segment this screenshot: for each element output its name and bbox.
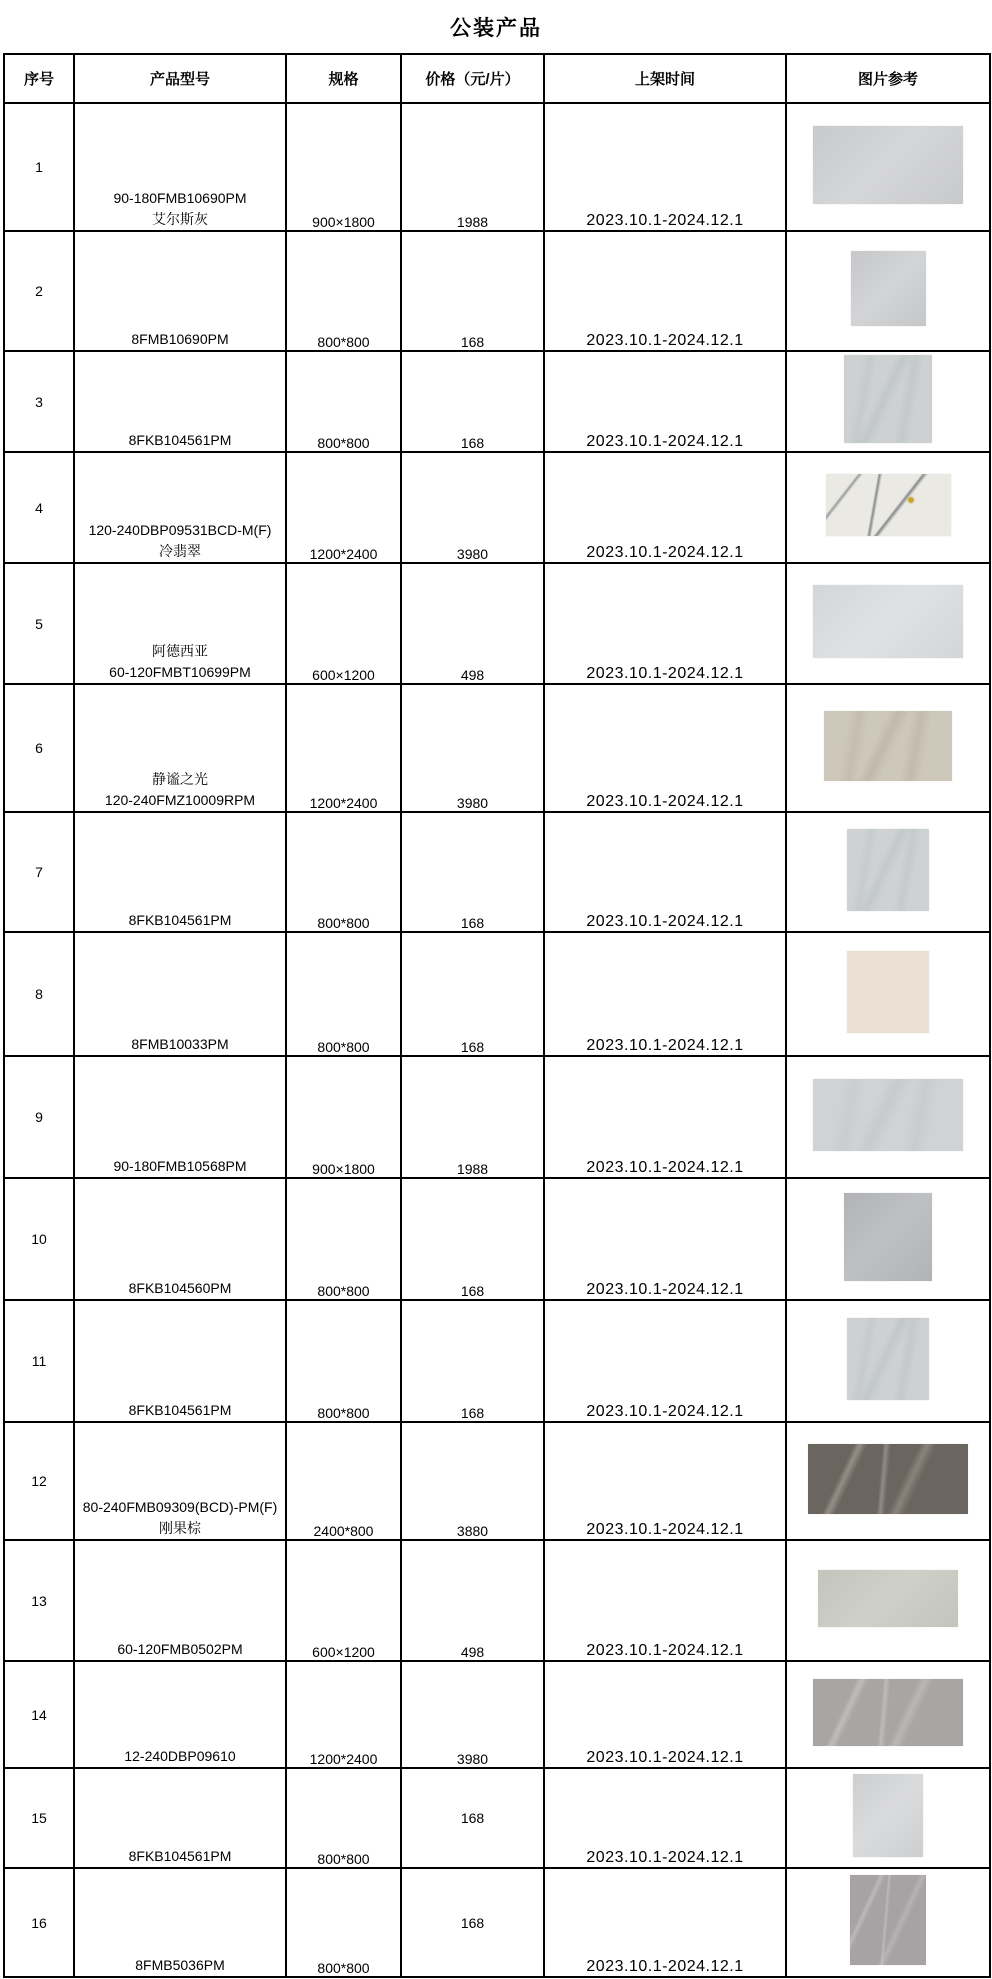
date-cell: 2023.10.1-2024.12.1 [544, 1056, 786, 1178]
spec-cell: 2400*800 [286, 1422, 401, 1540]
table-row [4, 1422, 990, 1540]
row-number-cell: 8 [4, 932, 74, 1056]
model-line: 阿德西亚 [152, 643, 208, 659]
header-model: 产品型号 [74, 54, 286, 103]
image-cell [786, 1422, 990, 1540]
spec-cell: 800*800 [286, 231, 401, 351]
price-cell: 168 [401, 351, 544, 452]
image-cell [786, 1661, 990, 1768]
model-line: 120-240DBP09531BCD-M(F) [88, 522, 272, 538]
model-line: 8FMB10690PM [131, 331, 229, 347]
price-cell: 168 [401, 1868, 544, 1977]
price-cell: 168 [401, 932, 544, 1056]
model-cell [74, 1300, 286, 1422]
date-cell: 2023.10.1-2024.12.1 [544, 103, 786, 231]
tile-image [847, 829, 929, 911]
model-cell [74, 1422, 286, 1540]
tile-image [813, 126, 963, 204]
spec-cell: 800*800 [286, 1178, 401, 1300]
header-spec: 规格 [286, 54, 401, 103]
image-cell [786, 812, 990, 932]
spec-cell: 900×1800 [286, 1056, 401, 1178]
model-cell [74, 932, 286, 1056]
spec-cell: 800*800 [286, 932, 401, 1056]
header-date: 上架时间 [544, 54, 786, 103]
spec-cell: 1200*2400 [286, 452, 401, 563]
page-title: 公装产品 [450, 16, 542, 40]
tile-image [826, 474, 951, 536]
spec-cell: 800*800 [286, 1300, 401, 1422]
image-cell [786, 1868, 990, 1977]
model-line: 8FMB5036PM [135, 1957, 225, 1973]
price-cell: 1988 [401, 1056, 544, 1178]
tile-image [850, 1875, 926, 1965]
model-line: 冷翡翠 [159, 543, 201, 559]
model-cell [74, 1868, 286, 1977]
date-cell: 2023.10.1-2024.12.1 [544, 351, 786, 452]
model-cell [74, 351, 286, 452]
table-row [4, 1178, 990, 1300]
spec-cell: 1200*2400 [286, 684, 401, 812]
table-row [4, 932, 990, 1056]
tile-image [813, 585, 963, 658]
header-index: 序号 [4, 54, 74, 103]
tile-image [813, 1079, 963, 1151]
tile-image [844, 1193, 932, 1281]
model-line: 8FKB104561PM [128, 432, 232, 448]
price-cell: 498 [401, 1540, 544, 1661]
image-cell [786, 1056, 990, 1178]
image-cell [786, 932, 990, 1056]
price-cell: 498 [401, 563, 544, 684]
row-number-cell: 11 [4, 1300, 74, 1422]
spec-cell: 600×1200 [286, 1540, 401, 1661]
header-price: 价格（元/片） [401, 54, 544, 103]
date-cell: 2023.10.1-2024.12.1 [544, 1868, 786, 1977]
tile-image [844, 355, 932, 443]
row-number-cell: 13 [4, 1540, 74, 1661]
table-row [4, 812, 990, 932]
table-row [4, 103, 990, 231]
row-number-cell: 7 [4, 812, 74, 932]
price-cell: 3980 [401, 684, 544, 812]
row-number-cell: 14 [4, 1661, 74, 1768]
spec-cell: 800*800 [286, 812, 401, 932]
table-row [4, 231, 990, 351]
model-cell [74, 812, 286, 932]
model-line: 刚果棕 [159, 1520, 201, 1536]
table-row [4, 684, 990, 812]
price-cell: 168 [401, 812, 544, 932]
table-row [4, 1540, 990, 1661]
date-cell: 2023.10.1-2024.12.1 [544, 1661, 786, 1768]
model-line: 90-180FMB10690PM [113, 190, 247, 206]
model-cell [74, 1540, 286, 1661]
model-line: 80-240FMB09309(BCD)-PM(F) [82, 1499, 278, 1515]
date-cell: 2023.10.1-2024.12.1 [544, 1540, 786, 1661]
spec-cell: 800*800 [286, 1868, 401, 1977]
table-row [4, 452, 990, 563]
model-line: 60-120FMB0502PM [117, 1641, 243, 1657]
model-line: 8FKB104561PM [128, 1848, 232, 1864]
tile-image [851, 251, 926, 326]
image-cell [786, 231, 990, 351]
date-cell: 2023.10.1-2024.12.1 [544, 1300, 786, 1422]
tile-image [824, 711, 952, 781]
header-row [4, 54, 990, 103]
tile-image [853, 1774, 923, 1857]
spec-cell: 800*800 [286, 351, 401, 452]
spec-cell: 1200*2400 [286, 1661, 401, 1768]
price-cell: 168 [401, 1768, 544, 1868]
date-cell: 2023.10.1-2024.12.1 [544, 1178, 786, 1300]
tile-image [808, 1444, 968, 1514]
model-cell [74, 103, 286, 231]
product-table [3, 53, 991, 1978]
model-line: 艾尔斯灰 [152, 211, 208, 227]
date-cell: 2023.10.1-2024.12.1 [544, 812, 786, 932]
model-cell [74, 1768, 286, 1868]
price-cell: 3980 [401, 452, 544, 563]
image-cell [786, 103, 990, 231]
model-cell [74, 684, 286, 812]
model-line: 120-240FMZ10009RPM [104, 792, 256, 808]
row-number-cell: 2 [4, 231, 74, 351]
row-number-cell: 15 [4, 1768, 74, 1868]
price-cell: 168 [401, 231, 544, 351]
model-cell [74, 1056, 286, 1178]
spec-cell: 600×1200 [286, 563, 401, 684]
image-cell [786, 1300, 990, 1422]
price-cell: 168 [401, 1178, 544, 1300]
header-image: 图片参考 [786, 54, 990, 103]
tile-image [813, 1679, 963, 1746]
model-cell [74, 452, 286, 563]
model-line: 60-120FMBT10699PM [109, 664, 251, 680]
image-cell [786, 684, 990, 812]
tile-image [847, 951, 929, 1033]
tile-image [818, 1570, 958, 1627]
date-cell: 2023.10.1-2024.12.1 [544, 563, 786, 684]
model-line: 90-180FMB10568PM [113, 1158, 247, 1174]
table-row [4, 1768, 990, 1868]
row-number-cell: 16 [4, 1868, 74, 1977]
image-cell [786, 1178, 990, 1300]
row-number-cell: 6 [4, 684, 74, 812]
date-cell: 2023.10.1-2024.12.1 [544, 452, 786, 563]
model-cell [74, 1661, 286, 1768]
model-line: 12-240DBP09610 [124, 1748, 236, 1764]
row-number-cell: 5 [4, 563, 74, 684]
row-number-cell: 3 [4, 351, 74, 452]
model-line: 8FKB104561PM [128, 1402, 232, 1418]
date-cell: 2023.10.1-2024.12.1 [544, 684, 786, 812]
model-line: 静谧之光 [152, 771, 208, 787]
row-number-cell: 10 [4, 1178, 74, 1300]
row-number-cell: 12 [4, 1422, 74, 1540]
date-cell: 2023.10.1-2024.12.1 [544, 1768, 786, 1868]
model-line: 8FKB104560PM [128, 1280, 232, 1296]
table-row [4, 1661, 990, 1768]
table-row [4, 351, 990, 452]
image-cell [786, 1540, 990, 1661]
spec-cell: 900×1800 [286, 103, 401, 231]
tile-image [847, 1318, 929, 1400]
price-cell: 3980 [401, 1661, 544, 1768]
image-cell [786, 1768, 990, 1868]
table-row [4, 1056, 990, 1178]
model-cell [74, 1178, 286, 1300]
model-line: 8FMB10033PM [131, 1036, 229, 1052]
row-number-cell: 1 [4, 103, 74, 231]
price-cell: 1988 [401, 103, 544, 231]
model-cell [74, 563, 286, 684]
table-row [4, 1868, 990, 1977]
date-cell: 2023.10.1-2024.12.1 [544, 932, 786, 1056]
price-cell: 3880 [401, 1422, 544, 1540]
row-number-cell: 9 [4, 1056, 74, 1178]
spec-cell: 800*800 [286, 1768, 401, 1868]
table-row [4, 1300, 990, 1422]
table-row [4, 563, 990, 684]
image-cell [786, 351, 990, 452]
model-cell [74, 231, 286, 351]
image-cell [786, 452, 990, 563]
row-number-cell: 4 [4, 452, 74, 563]
price-cell: 168 [401, 1300, 544, 1422]
image-cell [786, 563, 990, 684]
date-cell: 2023.10.1-2024.12.1 [544, 231, 786, 351]
date-cell: 2023.10.1-2024.12.1 [544, 1422, 786, 1540]
model-line: 8FKB104561PM [128, 912, 232, 928]
